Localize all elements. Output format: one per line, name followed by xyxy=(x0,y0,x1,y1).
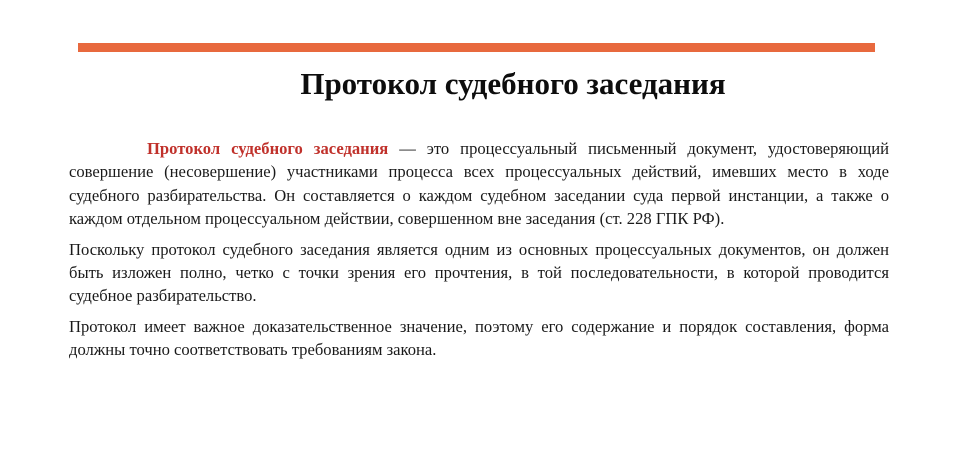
accent-bar xyxy=(78,43,875,52)
slide-title: Протокол судебного заседания xyxy=(300,66,726,101)
paragraph-definition xyxy=(69,137,889,231)
paragraph-requirements: Поскольку протокол судебного заседания является одним из основных процессуальных документов, он должен быть изложен полно, четко с точки зрения его прочтения, в той последовательности, в которой проводится судебное разбирательство. xyxy=(69,239,889,306)
highlighted-term: Протокол судебного заседания xyxy=(147,139,389,158)
paragraph-definition-text: — это процессуальный письменный документ, удостоверяющий совершение (несовершение) участниками процесса всех процессуальных действий, имевших место в ходе судебного разбирательства. Он составляется о каждом судебном заседании суда первой инстанции, а также о каждом отдельном процессуальном действии, совершенном вне заседания (ст. 228 ГПК РФ). xyxy=(69,139,889,229)
paragraph-evidence: Протокол имеет важное доказательственное значение, поэтому его содержание и порядок составления, форма должны точно соответствовать требованиям закона. xyxy=(69,316,889,360)
slide-body xyxy=(69,137,889,369)
